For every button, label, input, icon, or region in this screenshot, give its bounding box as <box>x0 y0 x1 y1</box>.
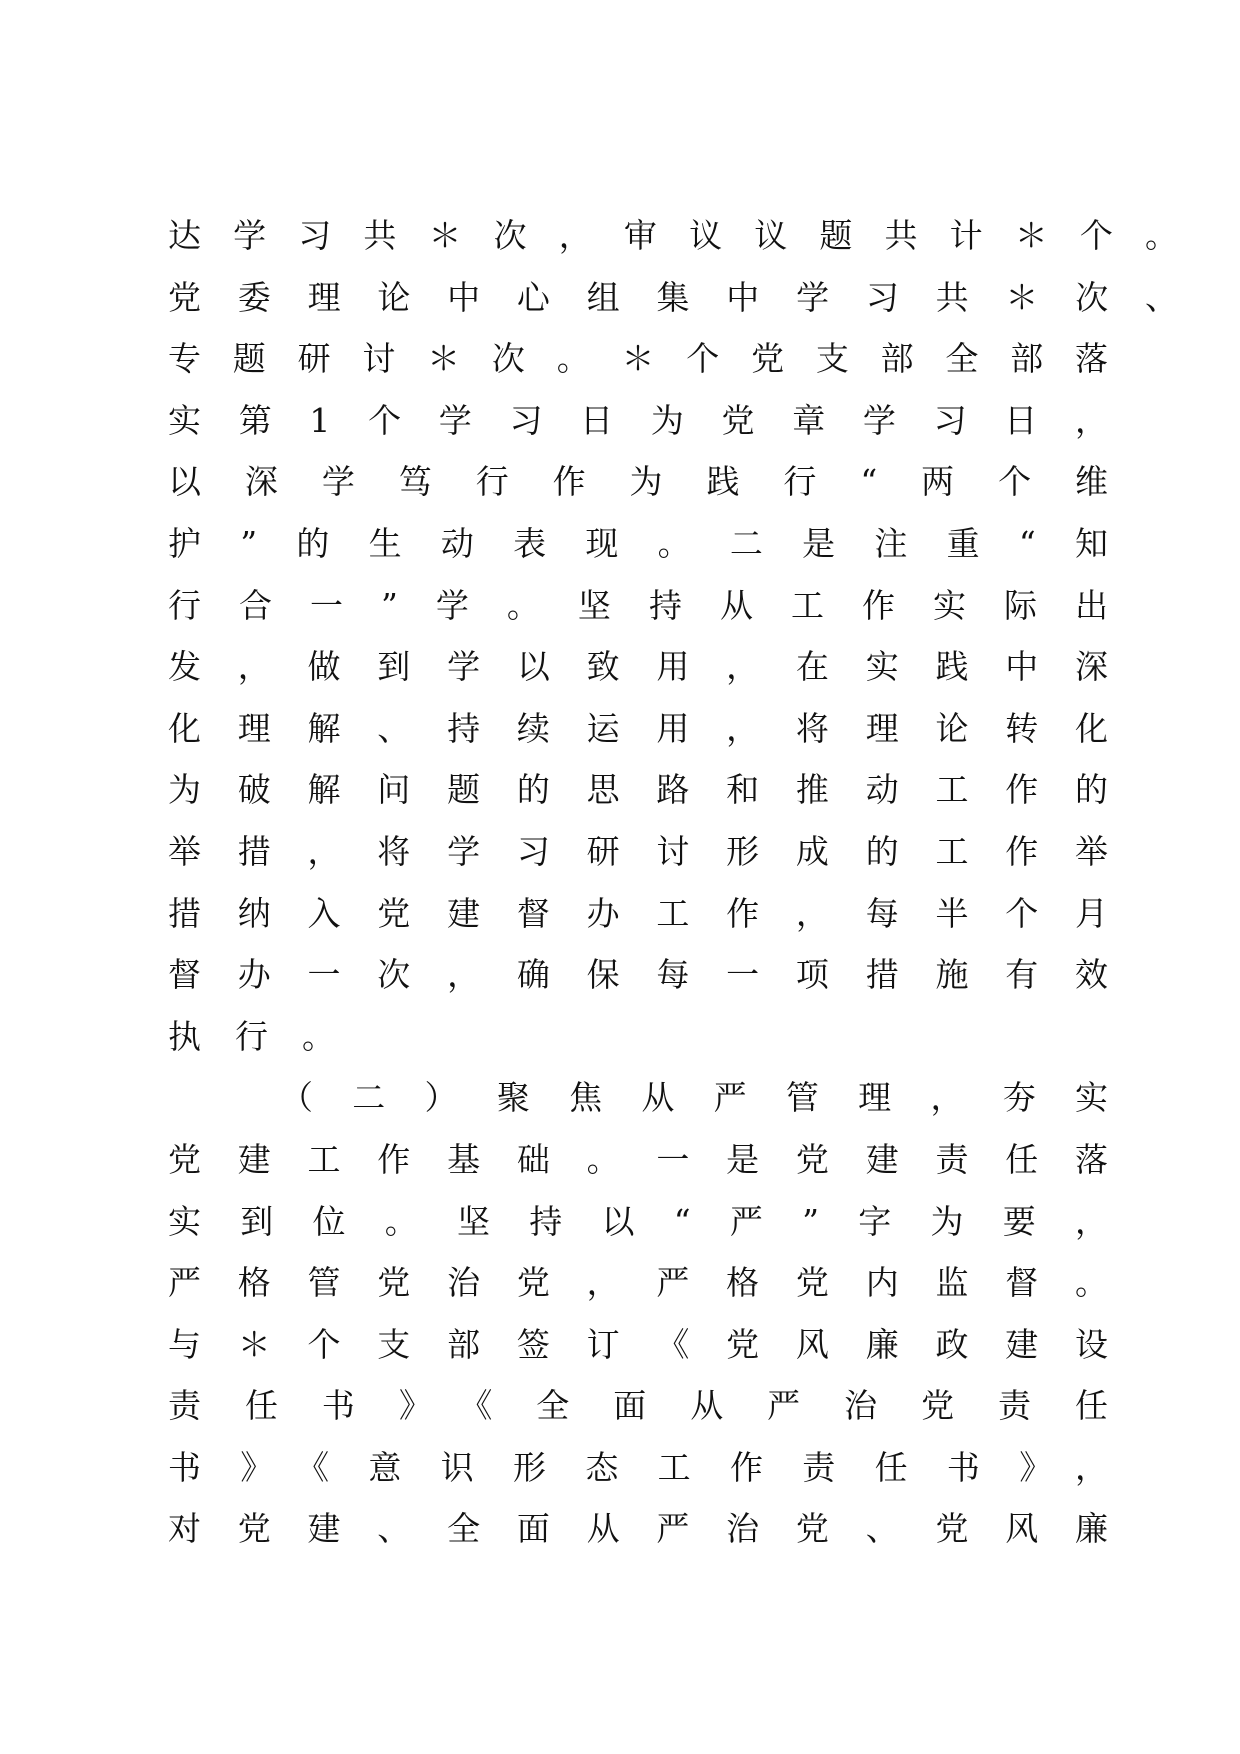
text-line: 措纳入党建督办工作，每半个月 <box>168 893 1108 933</box>
section-heading-line: （二）聚焦从严管理，夯实 <box>280 1078 1108 1118</box>
text-line: 党建工作基础。一是党建责任落 <box>168 1139 1108 1179</box>
text-line: 与＊个支部签订《党风廉政建设 <box>168 1324 1108 1364</box>
text-line: 实到位。坚持以“严”字为要， <box>168 1201 1108 1241</box>
text-line: 护”的生动表现。二是注重“知 <box>168 523 1108 563</box>
text-line: 化理解、持续运用，将理论转化 <box>168 708 1108 748</box>
text-line: 为破解问题的思路和推动工作的 <box>168 770 1108 810</box>
text-line: 举措，将学习研讨形成的工作举 <box>168 831 1108 871</box>
text-line: 对党建、全面从严治党、党风廉 <box>168 1509 1108 1549</box>
text-line: 严格管党治党，严格党内监督。 <box>168 1263 1108 1303</box>
text-line: 书》《意识形态工作责任书》， <box>168 1447 1108 1487</box>
text-line: 督办一次，确保每一项措施有效 <box>168 955 1108 995</box>
text-line: 党委理论中心组集中学习共＊次、 <box>168 277 1178 317</box>
text-line: 责任书》《全面从严治党责任 <box>168 1386 1108 1426</box>
text-line: 达学习共＊次，审议议题共计＊个。 <box>168 216 1178 255</box>
text-line: 专题研讨＊次。＊个党支部全部落 <box>168 339 1108 379</box>
text-line: 以深学笃行作为践行“两个维 <box>168 462 1108 502</box>
text-line: 实第1个学习日为党章学习日， <box>168 400 1108 440</box>
text-line: 发，做到学以致用，在实践中深 <box>168 647 1108 687</box>
text-line: 执行。 <box>168 1016 369 1056</box>
body-text <box>168 205 1178 1560</box>
text-line: 行合一”学。坚持从工作实际出 <box>168 585 1108 625</box>
